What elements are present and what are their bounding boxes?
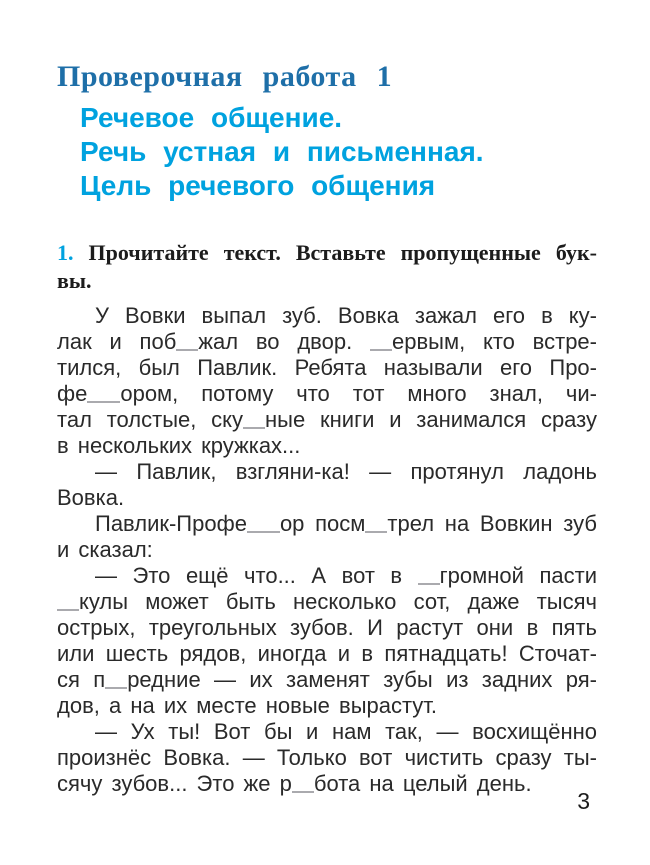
blank-gap [370,349,392,351]
blank-gap [365,531,387,533]
text-line: — Павлик, взгляни-ка! — протянул ладонь [95,459,597,484]
text-line: острых, треугольных зубов. И растут они в пять [57,615,597,640]
page-title: Проверочная работа 1 [57,60,393,93]
blank-gap [176,349,198,351]
blank-gap [57,609,79,611]
text-line: — Ух ты! Вот бы и нам так, — восхищённо [95,719,597,744]
subtitle-line: Цель речевого общения [80,170,436,201]
text-line: тился, был Павлик. Ребята называли его Про- [57,355,597,380]
text-line: ся п редние — их заменят зубы из задних ря- [57,667,597,692]
text-line: сячу зубов... Это же р бота на целый день. [57,771,532,796]
blank-gap [87,401,120,403]
text-line: У Вовки выпал зуб. Вовка зажал его в ку- [95,303,597,328]
text-line: произнёс Вовка. — Только вот чистить сразу ты- [57,745,597,770]
text-line: и сказал: [57,537,153,562]
blank-gap [243,427,265,429]
text-line: дов, а на их месте новые вырастут. [57,693,438,718]
blank-gap [105,687,127,689]
text-line: — Это ещё что... А вот в громной пасти [95,563,597,588]
page-subtitle [80,101,650,203]
exercise-text [57,303,597,797]
task-instruction-line [57,239,597,267]
subtitle-line: Речевое общение. [80,102,343,133]
task-instruction-line: вы. [57,268,92,293]
task-instruction-text: Прочитайте текст. Вставьте пропущенные бук- [88,240,597,265]
subtitle-line: Речь устная и письменная. [80,136,484,167]
text-line: тал толстые, ску ные книги и занимался сразу [57,407,598,432]
text-line: лак и поб жал во двор. ервым, кто встре- [57,329,597,354]
text-line: кулы может быть несколько сот, даже тысяч [57,589,597,615]
text-line: Павлик-Профе ор посм трел на Вовкин зуб [95,511,597,536]
blank-gap [292,791,314,793]
text-line: в нескольких кружках... [57,433,301,458]
task-number: 1. [57,240,74,265]
text-line: Вовка. [57,485,125,510]
blank-gap [247,531,280,533]
task-1-block [57,239,597,295]
text-line: или шесть рядов, иногда и в пятнадцать! Сточат- [57,641,597,666]
blank-gap [418,583,440,585]
text-line: фе ором, потому что тот много знал, чи- [57,381,597,406]
page-number: 3 [577,788,590,814]
